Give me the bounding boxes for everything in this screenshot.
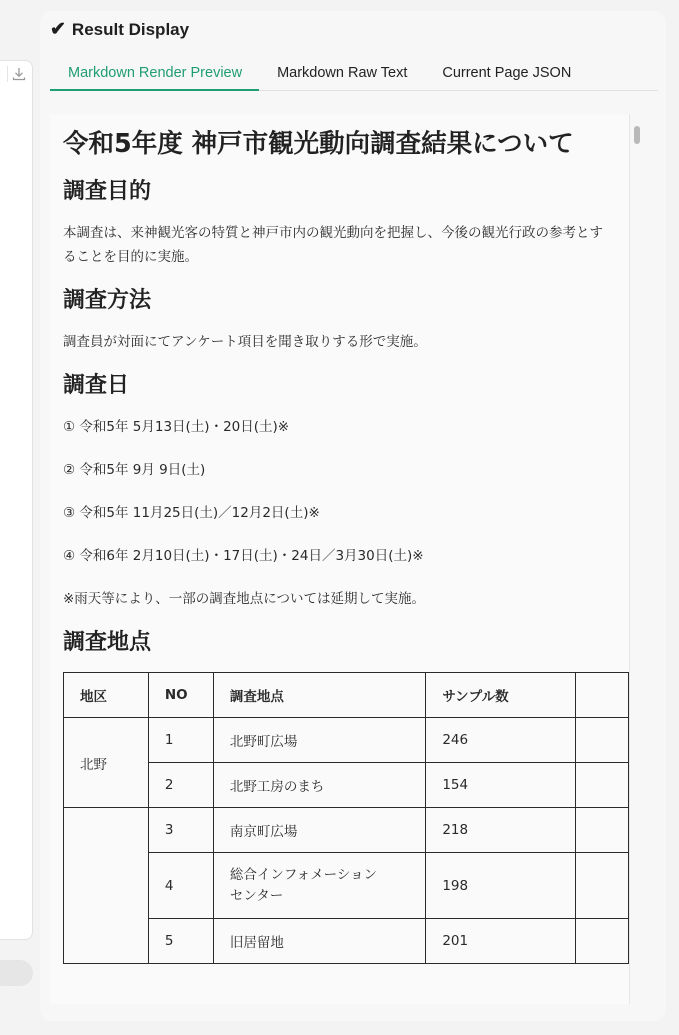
- table-row: [64, 919, 629, 964]
- table-row: [64, 763, 629, 808]
- tab-markdown-raw-text[interactable]: Markdown Raw Text: [277, 65, 408, 81]
- tab-markdown-render-preview[interactable]: Markdown Render Preview: [50, 56, 259, 91]
- left-panel-button[interactable]: [0, 960, 33, 986]
- preview-scrollbar[interactable]: [634, 126, 640, 144]
- site-cell: 総合インフォメーション センター: [213, 853, 425, 919]
- toolbar-divider: [7, 66, 8, 82]
- samples-cell: 154: [426, 763, 576, 808]
- col-header-no: NO: [148, 673, 213, 718]
- no-cell: 2: [148, 763, 213, 808]
- survey-sites-table: [63, 672, 629, 964]
- site-cell: 南京町広場: [213, 808, 425, 853]
- no-cell: 1: [148, 718, 213, 763]
- tab-current-page-json[interactable]: Current Page JSON: [442, 65, 572, 81]
- samples-cell: 201: [426, 919, 576, 964]
- heading-dates: 調査日: [63, 373, 130, 398]
- dates-note: ※雨天等により、一部の調査地点については延期して実施。: [63, 591, 426, 607]
- samples-cell: 198: [426, 853, 576, 919]
- extra-cell: [576, 808, 629, 853]
- method-text: 調査員が対面にてアンケート項目を聞き取りする形で実施。: [63, 334, 427, 350]
- table-row: [64, 718, 629, 763]
- col-header-district: 地区: [64, 673, 149, 718]
- result-display-label: Result Display: [71, 19, 190, 39]
- no-cell: 3: [148, 808, 213, 853]
- result-display-title: [50, 18, 189, 41]
- download-icon[interactable]: [12, 67, 26, 81]
- no-cell: 4: [148, 853, 213, 919]
- col-header-site: 調査地点: [213, 673, 425, 718]
- markdown-preview-pane[interactable]: [50, 114, 630, 1004]
- no-cell: 5: [148, 919, 213, 964]
- site-cell: 北野町広場: [213, 718, 425, 763]
- survey-date-4: ④ 令和6年 2月10日(土)・17日(土)・24日／3月30日(土)※: [63, 548, 424, 564]
- samples-cell: 246: [426, 718, 576, 763]
- col-header-extra: [576, 673, 629, 718]
- table-row: [64, 853, 629, 919]
- left-input-panel: [0, 60, 33, 940]
- survey-date-2: ② 令和5年 9月 9日(土): [63, 462, 206, 478]
- check-icon: ✔: [50, 19, 66, 40]
- district-cell: [64, 808, 149, 964]
- document-title: 令和5年度 神戸市観光動向調査結果について: [63, 129, 574, 159]
- site-cell: 旧居留地: [213, 919, 425, 964]
- heading-purpose: 調査目的: [63, 179, 152, 204]
- extra-cell: [576, 763, 629, 808]
- table-row: [64, 808, 629, 853]
- extra-cell: [576, 853, 629, 919]
- col-header-samples: サンプル数: [426, 673, 576, 718]
- purpose-text: 本調査は、来神観光客の特質と神戸市内の観光動向を把握し、今後の観光行政の参考とすることを目的に実施。: [63, 225, 603, 265]
- district-cell: 北野: [64, 718, 149, 808]
- samples-cell: 218: [426, 808, 576, 853]
- site-cell: 北野工房のまち: [213, 763, 425, 808]
- survey-date-3: ③ 令和5年 11月25日(土)／12月2日(土)※: [63, 505, 320, 521]
- heading-sites: 調査地点: [63, 630, 152, 655]
- extra-cell: [576, 919, 629, 964]
- extra-cell: [576, 718, 629, 763]
- heading-method: 調査方法: [63, 288, 152, 313]
- survey-date-1: ① 令和5年 5月13日(土)・20日(土)※: [63, 419, 290, 435]
- result-tabs: [50, 56, 658, 91]
- table-header-row: [64, 673, 629, 718]
